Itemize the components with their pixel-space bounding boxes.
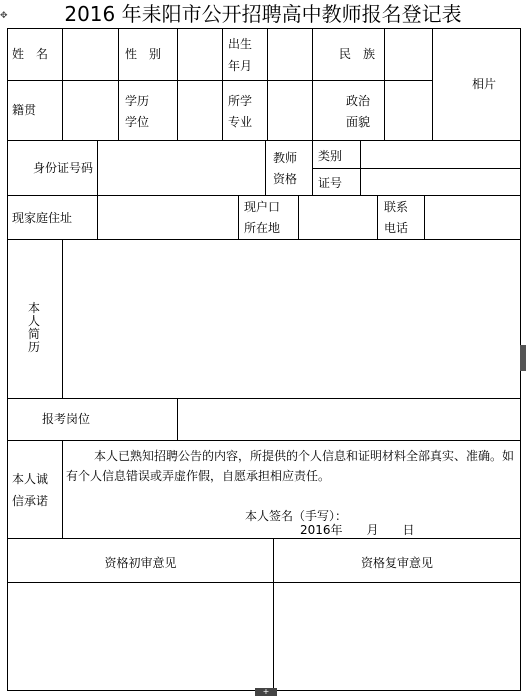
education-label-line1: 学历: [125, 94, 150, 108]
resume-label-char: 简: [27, 327, 40, 341]
ethnicity-label: 民 族: [339, 47, 376, 61]
col-divider: [384, 28, 385, 140]
col-divider: [238, 195, 239, 239]
hukou-label-line1: 现户口: [244, 200, 281, 214]
category-label: 类别: [318, 149, 343, 163]
row-divider: [7, 398, 520, 399]
political-label-line2: 面貌: [346, 115, 371, 129]
row-divider: [7, 582, 520, 583]
phone-label-line1: 联系: [384, 200, 409, 214]
major-label-line1: 所学: [228, 94, 253, 108]
form-title: 2016 年耒阳市公开招聘高中教师报名登记表: [64, 2, 462, 26]
col-divider: [62, 440, 63, 538]
teacher-qual-label-line2: 资格: [273, 172, 298, 186]
row-divider: [7, 80, 432, 81]
col-divider: [177, 28, 178, 140]
first-review-label: 资格初审意见: [104, 556, 177, 570]
id-number-label: 身份证号码: [33, 161, 94, 175]
resume-label-char: 人: [27, 314, 40, 328]
name-label: 姓 名: [12, 47, 49, 61]
col-divider: [97, 140, 98, 195]
move-anchor-icon[interactable]: ✥: [0, 11, 8, 21]
col-divider: [62, 28, 63, 140]
hukou-label-line2: 所在地: [244, 221, 281, 235]
col-divider: [377, 195, 378, 239]
birth-label-line1: 出生: [228, 37, 253, 51]
table-resize-handle-icon[interactable]: +: [255, 688, 277, 696]
second-review-label: 资格复审意见: [360, 556, 433, 570]
col-divider: [298, 195, 299, 239]
signature-label: 本人签名（手写）：: [245, 509, 348, 523]
pledge-label-line2: 信承诺: [12, 494, 49, 508]
row-divider: [7, 440, 520, 441]
position-label: 报考岗位: [42, 412, 91, 426]
gender-label: 性 别: [125, 47, 162, 61]
col-divider: [312, 140, 313, 195]
cert-number-label: 证号: [318, 176, 343, 190]
col-divider: [177, 398, 178, 440]
signature-date: 2016年 月 日: [300, 523, 415, 537]
major-label-line2: 专业: [228, 115, 253, 129]
border-left: [7, 28, 8, 691]
row-divider: [7, 195, 520, 196]
col-divider: [267, 28, 268, 140]
col-divider: [360, 140, 361, 195]
phone-label-line2: 电话: [384, 221, 409, 235]
row-divider: [7, 140, 520, 141]
col-divider: [62, 239, 63, 398]
col-divider: [97, 195, 98, 239]
address-label: 现家庭住址: [12, 211, 73, 225]
col-divider: [265, 140, 266, 195]
col-divider: [312, 28, 313, 140]
col-divider: [222, 28, 223, 140]
birth-label-line2: 年月: [228, 59, 253, 73]
col-divider: [118, 28, 119, 140]
row-divider: [312, 168, 520, 169]
pledge-label-line1: 本人诚: [12, 472, 49, 486]
resume-label-char: 历: [27, 340, 40, 354]
table-resize-handle-icon[interactable]: [520, 345, 526, 371]
col-divider: [432, 28, 433, 140]
pledge-text: 本人已熟知招聘公告的内容，所提供的个人信息和证明材料全部真实、准确。如有个人信息错误或弄虚作假，自愿承担相应责任。: [66, 449, 515, 483]
row-divider: [7, 239, 520, 240]
teacher-qual-label-line1: 教师: [273, 151, 298, 165]
political-label-line1: 政治: [346, 94, 371, 108]
photo-label: 相片: [472, 77, 497, 91]
education-label-line2: 学位: [125, 115, 150, 129]
resume-label-char: 本: [27, 301, 40, 315]
border-top: [7, 28, 520, 29]
col-divider: [424, 195, 425, 239]
native-place-label: 籍贯: [12, 103, 37, 117]
row-divider: [7, 538, 520, 539]
